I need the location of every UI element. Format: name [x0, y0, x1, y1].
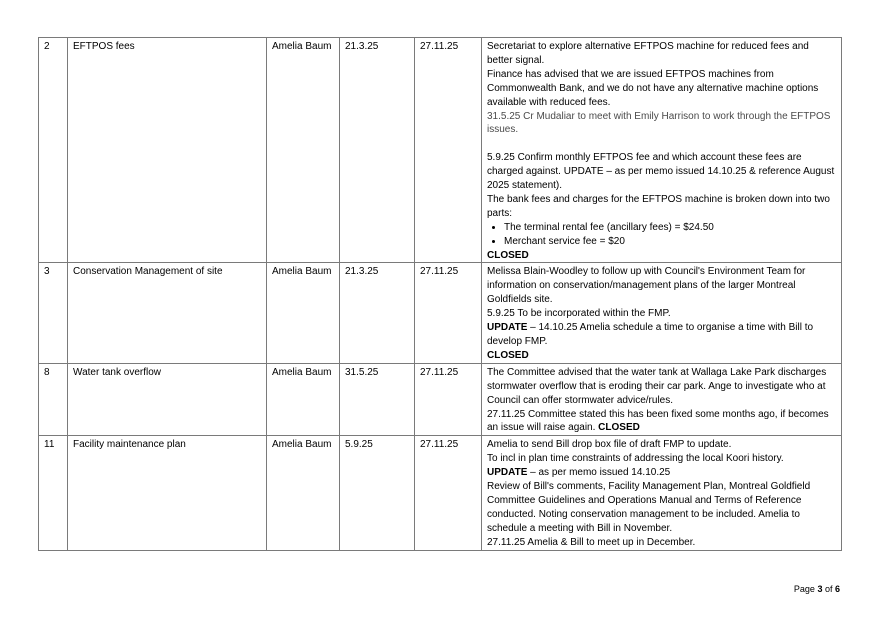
note-paragraph: The bank fees and charges for the EFTPOS machine is broken down into two parts: [487, 193, 830, 219]
item-number: 8 [39, 363, 68, 436]
item-title: EFTPOS fees [68, 38, 267, 263]
item-owner: Amelia Baum [267, 436, 340, 550]
note-paragraph: Review of Bill's comments, Facility Management Plan, Montreal Goldfield Committee Guidelines and Operations Manual and Terms of Reference conducted. Noting conservation management to be included. Amelia to schedule a meeting with Bill in November. [487, 481, 811, 534]
page-total: 6 [834, 584, 840, 594]
note-paragraph: Amelia to send Bill drop box file of draft FMP to update. [487, 439, 732, 451]
item-number: 2 [39, 38, 68, 263]
item-number: 11 [39, 436, 68, 550]
date-updated: 27.11.25 [415, 38, 482, 263]
note-paragraph: 31.5.25 Cr Mudaliar to meet with Emily Harrison to work through the EFTPOS issues. [487, 110, 831, 136]
item-title: Facility maintenance plan [68, 436, 267, 550]
item-notes [482, 263, 842, 363]
status-closed: CLOSED [487, 249, 529, 261]
item-owner: Amelia Baum [267, 263, 340, 363]
table-row [39, 363, 842, 436]
note-paragraph [487, 466, 836, 480]
item-title: Water tank overflow [68, 363, 267, 436]
item-owner: Amelia Baum [267, 363, 340, 436]
page-footer [794, 584, 840, 594]
page-current: 3 [817, 584, 823, 594]
note-paragraph: 27.11.25 Amelia & Bill to meet up in December. [487, 536, 696, 548]
page-of: of [822, 584, 835, 594]
table-row [39, 436, 842, 550]
item-owner: Amelia Baum [267, 38, 340, 263]
date-updated: 27.11.25 [415, 363, 482, 436]
note-paragraph: 5.9.25 Confirm monthly EFTPOS fee and which account these fees are charged against. UPDATE – as per memo issued 14.10.25 & reference August 2025 statement). [487, 152, 835, 192]
status-closed: CLOSED [487, 349, 529, 361]
table-row [39, 38, 842, 263]
page-label: Page [793, 584, 818, 594]
date-updated: 27.11.25 [415, 263, 482, 363]
item-number: 3 [39, 263, 68, 363]
fee-list [487, 221, 836, 249]
note-paragraph: Secretariat to explore alternative EFTPOS machine for reduced fees and better signal. [487, 41, 809, 66]
list-item: • Merchant service fee = $20 [504, 235, 836, 249]
note-paragraph: The Committee advised that the water tank at Wallaga Lake Park discharges stormwater overflow that is eroding their car park. Ange to investigate who at Council can offer stormwater advice/rules. [487, 366, 827, 406]
note-paragraph: Melissa Blain-Woodley to follow up with Council's Environment Team for information on conservation/management plans of the larger Montreal Goldfields site. [487, 266, 806, 306]
action-items-table [38, 37, 842, 551]
date-raised: 21.3.25 [340, 38, 415, 263]
blank-line [487, 137, 836, 151]
status-closed: CLOSED [598, 422, 640, 434]
note-text: 27.11.25 Committee stated this has been fixed some months ago, if becomes an issue will raise again. [487, 408, 829, 434]
table-row [39, 263, 842, 363]
update-label: UPDATE [487, 467, 528, 479]
date-updated: 27.11.25 [415, 436, 482, 550]
date-raised: 21.3.25 [340, 263, 415, 363]
note-paragraph: Finance has advised that we are issued EFTPOS machines from Commonwealth Bank, and we do not have any alternative machine options available with reduced fees. [487, 68, 819, 108]
date-raised: 5.9.25 [340, 436, 415, 550]
item-notes [482, 363, 842, 436]
date-raised: 31.5.25 [340, 363, 415, 436]
note-paragraph: To incl in plan time constraints of addressing the local Koori history. [487, 453, 784, 465]
update-label: UPDATE [487, 322, 528, 334]
item-title: Conservation Management of site [68, 263, 267, 363]
note-paragraph [487, 408, 836, 436]
note-paragraph: 5.9.25 To be incorporated within the FMP. [487, 308, 671, 320]
update-text: – 14.10.25 Amelia schedule a time to organise a time with Bill to develop FMP. [487, 322, 814, 348]
list-item: • The terminal rental fee (ancillary fees) = $24.50 [504, 221, 836, 235]
update-text: – as per memo issued 14.10.25 [527, 467, 671, 479]
item-notes [482, 436, 842, 550]
item-notes [482, 38, 842, 263]
note-paragraph [487, 321, 836, 349]
